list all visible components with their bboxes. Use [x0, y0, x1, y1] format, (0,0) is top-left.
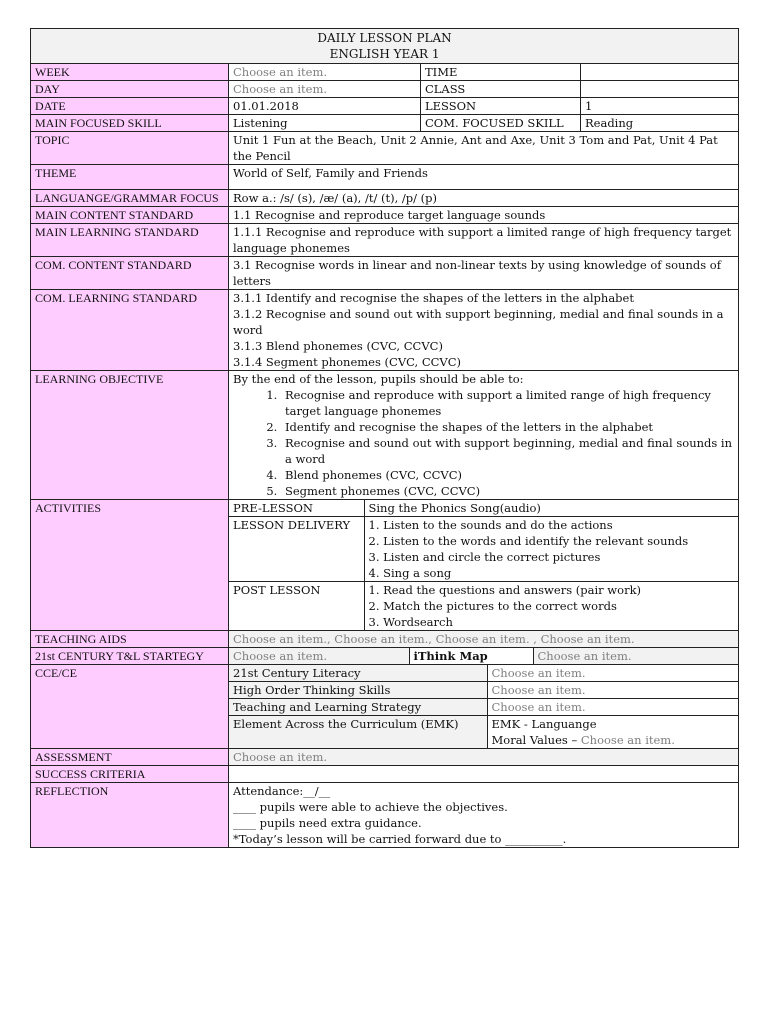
lesson-plan-table: [30, 28, 739, 848]
century-inner-row: [229, 648, 738, 664]
post-lesson-label: POST LESSON: [229, 582, 364, 631]
moral-values-label: Moral Values –: [491, 733, 581, 747]
activities-cell: [229, 500, 739, 631]
cce-item-row: [229, 699, 738, 716]
objective-value[interactable]: [229, 371, 739, 500]
cce-item-name: 21st Century Literacy: [229, 665, 487, 682]
assessment-dropdown[interactable]: Choose an item.: [229, 749, 739, 766]
grammar-row: [31, 190, 739, 207]
main-skill-label: MAIN FOCUSED SKILL: [31, 115, 229, 132]
cce-label: CCE/CE: [31, 665, 229, 749]
century-label: 21st CENTURY T&L STARTEGY: [31, 648, 229, 665]
activities-label: ACTIVITIES: [31, 500, 229, 631]
post-lesson-item: 1. Read the questions and answers (pair work): [368, 583, 642, 597]
com-content-row: [31, 257, 739, 290]
page-subtitle: ENGLISH YEAR 1: [329, 47, 440, 61]
cce-item-dropdown[interactable]: Choose an item.: [487, 682, 738, 699]
header-row: [31, 29, 739, 64]
grammar-value[interactable]: Row a.: /s/ (s), /æ/ (a), /t/ (t), /p/ (p): [229, 190, 739, 207]
objective-intro: By the end of the lesson, pupils should be able to:: [233, 372, 524, 386]
week-label: WEEK: [31, 64, 229, 81]
grammar-label: LANGUANGE/GRAMMAR FOCUS: [31, 190, 229, 207]
emk-label: Element Across the Curriculum (EMK): [229, 716, 487, 749]
page-title: DAILY LESSON PLAN: [317, 31, 452, 45]
main-learning-label: MAIN LEARNING STANDARD: [31, 224, 229, 257]
century-cell: [229, 648, 739, 665]
ithink-label: iThink Map: [409, 648, 533, 664]
topic-label: TOPIC: [31, 132, 229, 165]
lesson-value[interactable]: 1: [581, 98, 739, 115]
main-learning-row: [31, 224, 739, 257]
cce-item-dropdown[interactable]: Choose an item.: [487, 699, 738, 716]
day-dropdown[interactable]: Choose an item.: [229, 81, 421, 98]
main-skill-value[interactable]: Listening: [229, 115, 421, 132]
class-field[interactable]: [581, 81, 739, 98]
com-learning-row: [31, 290, 739, 371]
objective-item: 5. Segment phonemes (CVC, CCVC): [281, 483, 734, 499]
cce-row: [31, 665, 739, 749]
com-learning-line: 3.1.4 Segment phonemes (CVC, CCVC): [233, 355, 462, 369]
com-skill-label: COM. FOCUSED SKILL: [421, 115, 581, 132]
emk-row: [229, 716, 738, 749]
pre-lesson-label: PRE-LESSON: [229, 500, 364, 517]
delivery-value[interactable]: [364, 517, 738, 582]
aids-row: [31, 631, 739, 648]
reflection-line: ____ pupils need extra guidance.: [233, 816, 422, 830]
time-field[interactable]: [581, 64, 739, 81]
topic-row: [31, 132, 739, 165]
theme-row: [31, 165, 739, 190]
success-row: [31, 766, 739, 783]
assessment-label: ASSESSMENT: [31, 749, 229, 766]
lesson-plan-sheet: [30, 28, 738, 848]
com-learning-line: 3.1.1 Identify and recognise the shapes of the letters in the alphabet: [233, 291, 634, 305]
objective-item: 4. Blend phonemes (CVC, CCVC): [281, 467, 734, 483]
date-label: DATE: [31, 98, 229, 115]
moral-values: [492, 732, 735, 748]
success-field[interactable]: [229, 766, 739, 783]
reflection-line: ____ pupils were able to achieve the objectives.: [233, 800, 508, 814]
week-row: [31, 64, 739, 81]
main-learning-value[interactable]: 1.1.1 Recognise and reproduce with support a limited range of high frequency target language phonemes: [229, 224, 739, 257]
com-learning-value[interactable]: [229, 290, 739, 371]
date-row: [31, 98, 739, 115]
com-learning-label: COM. LEARNING STANDARD: [31, 290, 229, 371]
post-lesson-value[interactable]: [364, 582, 738, 631]
main-content-label: MAIN CONTENT STANDARD: [31, 207, 229, 224]
delivery-item: 3. Listen and circle the correct pictures: [368, 550, 601, 564]
main-content-row: [31, 207, 739, 224]
topic-value[interactable]: Unit 1 Fun at the Beach, Unit 2 Annie, Ant and Axe, Unit 3 Tom and Pat, Unit 4 Pat the Pencil: [229, 132, 739, 165]
reflection-line: *Today’s lesson will be carried forward due to __________.: [233, 832, 567, 846]
delivery-label: LESSON DELIVERY: [229, 517, 364, 582]
pre-lesson-row: [229, 500, 738, 517]
objective-item: 1. Recognise and reproduce with support a limited range of high frequency target language phonemes: [281, 387, 734, 419]
emk-value-cell: [487, 716, 738, 749]
cce-cell: [229, 665, 739, 749]
theme-label: THEME: [31, 165, 229, 190]
reflection-line: Attendance:__/__: [233, 784, 331, 798]
post-lesson-row: [229, 582, 738, 631]
success-label: SUCCESS CRITERIA: [31, 766, 229, 783]
day-row: [31, 81, 739, 98]
delivery-row: [229, 517, 738, 582]
com-learning-line: 3.1.2 Recognise and sound out with support beginning, medial and final sounds in a word: [233, 307, 724, 337]
com-learning-line: 3.1.3 Blend phonemes (CVC, CCVC): [233, 339, 443, 353]
reflection-label: REFLECTION: [31, 783, 229, 848]
objective-row: [31, 371, 739, 500]
ithink-dropdown[interactable]: Choose an item.: [533, 648, 738, 664]
cce-table: [229, 665, 738, 748]
activities-table: [229, 500, 738, 630]
pre-lesson-value[interactable]: Sing the Phonics Song(audio): [364, 500, 738, 517]
date-value[interactable]: 01.01.2018: [229, 98, 421, 115]
objective-label: LEARNING OBJECTIVE: [31, 371, 229, 500]
century-table: [229, 648, 738, 664]
cce-item-dropdown[interactable]: Choose an item.: [487, 665, 738, 682]
skill-row: [31, 115, 739, 132]
post-lesson-item: 3. Wordsearch: [368, 615, 453, 629]
cce-item-row: [229, 682, 738, 699]
cce-item-name: Teaching and Learning Strategy: [229, 699, 487, 716]
page-header: [31, 29, 739, 64]
time-label: TIME: [421, 64, 581, 81]
century-row: [31, 648, 739, 665]
delivery-item: 2. Listen to the words and identify the relevant sounds: [368, 534, 689, 548]
assessment-row: [31, 749, 739, 766]
post-lesson-item: 2. Match the pictures to the correct words: [368, 599, 617, 613]
day-label: DAY: [31, 81, 229, 98]
reflection-row: [31, 783, 739, 848]
aids-label: TEACHING AIDS: [31, 631, 229, 648]
main-content-value[interactable]: 1.1 Recognise and reproduce target language sounds: [229, 207, 739, 224]
delivery-item: 4. Sing a song: [368, 566, 452, 580]
reflection-value[interactable]: [229, 783, 739, 848]
century-dropdown[interactable]: Choose an item.: [229, 648, 409, 664]
objective-list: [233, 387, 734, 499]
objective-item: 2. Identify and recognise the shapes of the letters in the alphabet: [281, 419, 734, 435]
moral-values-dropdown[interactable]: Choose an item.: [580, 733, 675, 747]
objective-item: 3. Recognise and sound out with support beginning, medial and final sounds in a word: [281, 435, 734, 467]
aids-dropdown[interactable]: Choose an item., Choose an item., Choose an item. , Choose an item.: [229, 631, 739, 648]
class-label: CLASS: [421, 81, 581, 98]
com-skill-value[interactable]: Reading: [581, 115, 739, 132]
com-content-value[interactable]: 3.1 Recognise words in linear and non-linear texts by using knowledge of sounds of letters: [229, 257, 739, 290]
cce-item-name: High Order Thinking Skills: [229, 682, 487, 699]
activities-row: [31, 500, 739, 631]
cce-item-row: [229, 665, 738, 682]
theme-value[interactable]: World of Self, Family and Friends: [229, 165, 739, 190]
lesson-label: LESSON: [421, 98, 581, 115]
delivery-item: 1. Listen to the sounds and do the actions: [368, 518, 613, 532]
emk-value[interactable]: EMK - Languange: [491, 717, 597, 731]
week-dropdown[interactable]: Choose an item.: [229, 64, 421, 81]
com-content-label: COM. CONTENT STANDARD: [31, 257, 229, 290]
